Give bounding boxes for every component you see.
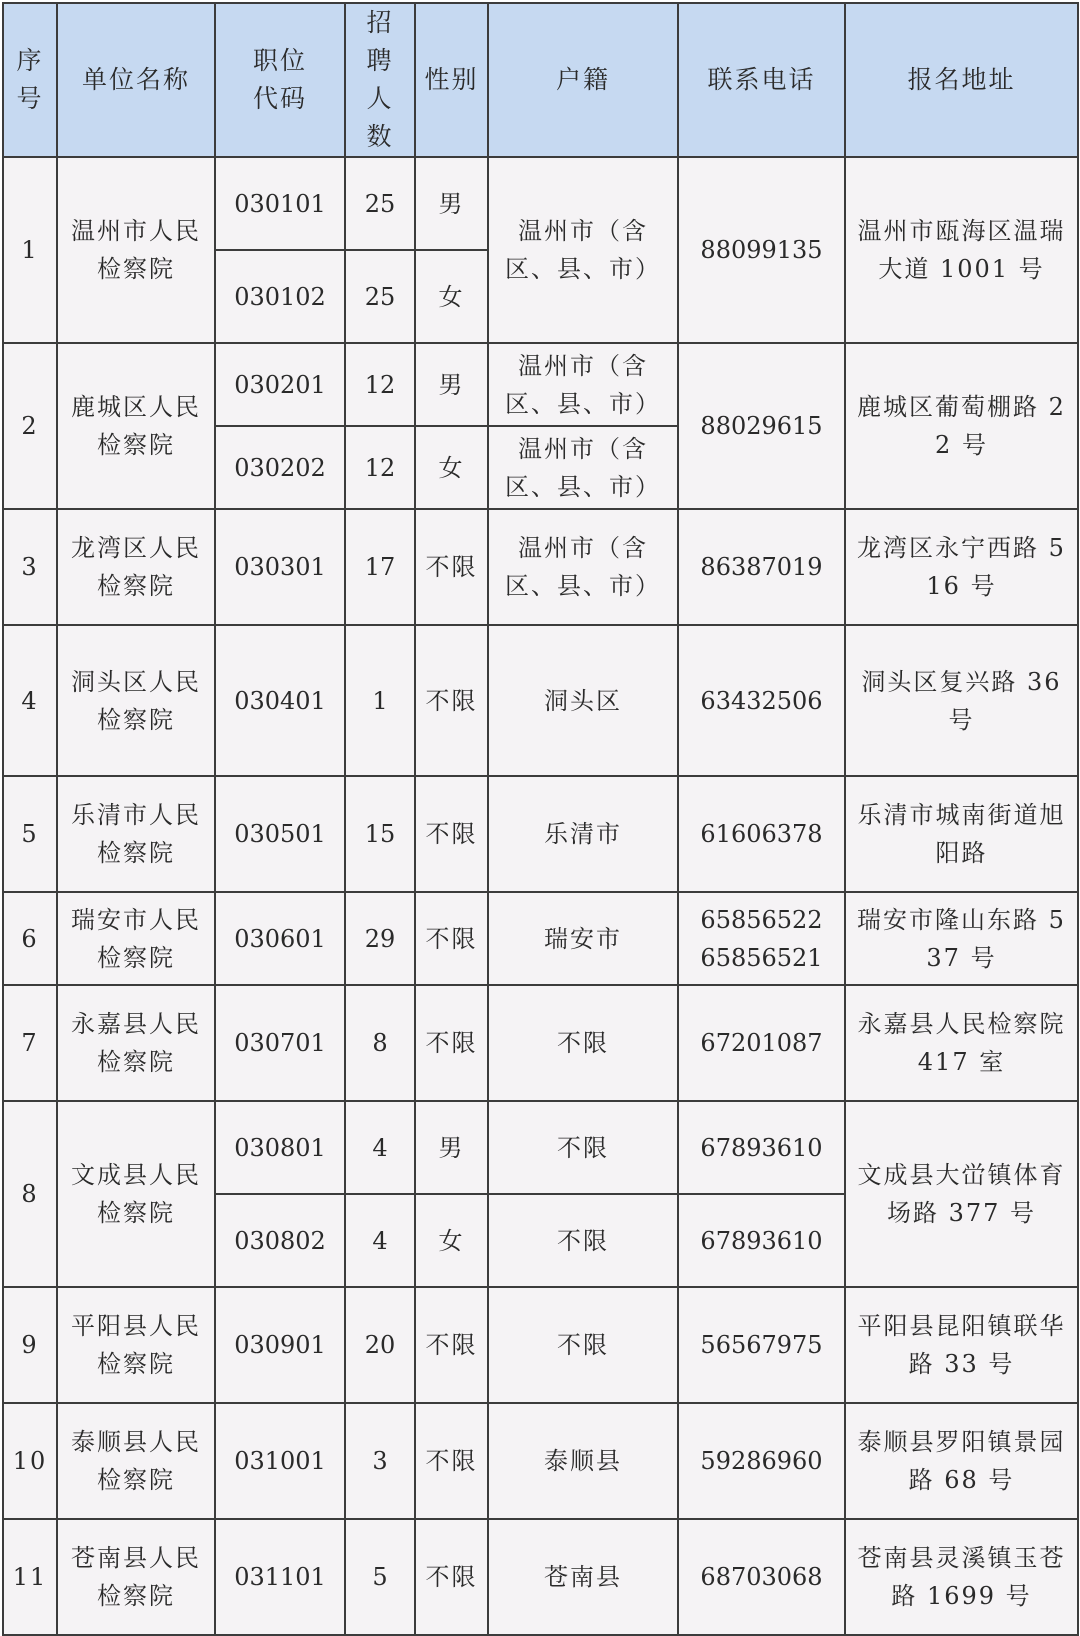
cell-code: 030101 (215, 157, 345, 250)
cell-code: 030802 (215, 1194, 345, 1287)
cell-residence: 温州市（含区、县、市） (488, 157, 678, 343)
cell-phone: 61606378 (678, 776, 845, 892)
cell-seq: 1 (3, 157, 57, 343)
cell-residence: 不限 (488, 1101, 678, 1194)
cell-address: 乐清市城南街道旭阳路 (845, 776, 1078, 892)
cell-residence: 洞头区 (488, 625, 678, 776)
table-row (3, 1519, 1078, 1635)
cell-gender: 不限 (415, 509, 488, 625)
cell-seq: 4 (3, 625, 57, 776)
cell-unit: 永嘉县人民检察院 (57, 985, 215, 1101)
header-address: 报名地址 (845, 3, 1078, 157)
cell-count: 8 (345, 985, 415, 1101)
cell-count: 4 (345, 1101, 415, 1194)
cell-gender: 女 (415, 426, 488, 509)
cell-phone: 63432506 (678, 625, 845, 776)
cell-seq: 2 (3, 343, 57, 509)
cell-address: 鹿城区葡萄棚路 22 号 (845, 343, 1078, 509)
header-count: 招聘人数 (345, 3, 415, 157)
cell-residence: 乐清市 (488, 776, 678, 892)
table-row (3, 157, 1078, 250)
cell-gender: 不限 (415, 1519, 488, 1635)
table-row (3, 1403, 1078, 1519)
header-gender: 性别 (415, 3, 488, 157)
table-row (3, 343, 1078, 426)
cell-unit: 洞头区人民检察院 (57, 625, 215, 776)
cell-phone: 68703068 (678, 1519, 845, 1635)
cell-phone: 59286960 (678, 1403, 845, 1519)
cell-address: 瑞安市隆山东路 537 号 (845, 892, 1078, 985)
cell-residence: 泰顺县 (488, 1403, 678, 1519)
cell-residence: 不限 (488, 985, 678, 1101)
header-row (3, 3, 1078, 157)
cell-unit: 鹿城区人民检察院 (57, 343, 215, 509)
cell-seq: 6 (3, 892, 57, 985)
cell-unit: 苍南县人民检察院 (57, 1519, 215, 1635)
cell-seq: 9 (3, 1287, 57, 1403)
cell-gender: 女 (415, 1194, 488, 1287)
cell-address: 平阳县昆阳镇联华路 33 号 (845, 1287, 1078, 1403)
cell-count: 29 (345, 892, 415, 985)
cell-residence: 苍南县 (488, 1519, 678, 1635)
cell-residence: 不限 (488, 1194, 678, 1287)
cell-unit: 平阳县人民检察院 (57, 1287, 215, 1403)
cell-residence: 温州市（含区、县、市） (488, 426, 678, 509)
cell-gender: 不限 (415, 625, 488, 776)
table-row (3, 1101, 1078, 1194)
cell-code: 030102 (215, 250, 345, 343)
cell-count: 20 (345, 1287, 415, 1403)
cell-code: 030601 (215, 892, 345, 985)
cell-count: 1 (345, 625, 415, 776)
table-row (3, 509, 1078, 625)
cell-gender: 不限 (415, 985, 488, 1101)
cell-code: 031001 (215, 1403, 345, 1519)
cell-phone: 88029615 (678, 343, 845, 509)
cell-gender: 男 (415, 157, 488, 250)
cell-count: 5 (345, 1519, 415, 1635)
cell-residence: 温州市（含区、县、市） (488, 343, 678, 426)
cell-count: 4 (345, 1194, 415, 1287)
cell-seq: 3 (3, 509, 57, 625)
header-code: 职位代码 (215, 3, 345, 157)
cell-phone: 67201087 (678, 985, 845, 1101)
table-row (3, 776, 1078, 892)
cell-gender: 不限 (415, 776, 488, 892)
cell-code: 030401 (215, 625, 345, 776)
phone-line-1: 65856522 (700, 905, 823, 934)
cell-gender: 女 (415, 250, 488, 343)
header-unit: 单位名称 (57, 3, 215, 157)
cell-code: 030301 (215, 509, 345, 625)
cell-unit: 龙湾区人民检察院 (57, 509, 215, 625)
cell-code: 030201 (215, 343, 345, 426)
header-residence: 户籍 (488, 3, 678, 157)
recruitment-table (2, 2, 1079, 1636)
cell-gender: 不限 (415, 892, 488, 985)
cell-unit: 泰顺县人民检察院 (57, 1403, 215, 1519)
cell-count: 17 (345, 509, 415, 625)
cell-count: 25 (345, 250, 415, 343)
cell-seq: 11 (3, 1519, 57, 1635)
cell-gender: 男 (415, 1101, 488, 1194)
cell-code: 030901 (215, 1287, 345, 1403)
cell-count: 3 (345, 1403, 415, 1519)
cell-address: 苍南县灵溪镇玉苍路 1699 号 (845, 1519, 1078, 1635)
cell-phone: 56567975 (678, 1287, 845, 1403)
cell-gender: 不限 (415, 1403, 488, 1519)
cell-seq: 7 (3, 985, 57, 1101)
cell-code: 031101 (215, 1519, 345, 1635)
cell-address: 泰顺县罗阳镇景园路 68 号 (845, 1403, 1078, 1519)
table-row (3, 892, 1078, 985)
cell-seq: 10 (3, 1403, 57, 1519)
cell-phone: 88099135 (678, 157, 845, 343)
cell-seq: 8 (3, 1101, 57, 1287)
cell-count: 25 (345, 157, 415, 250)
cell-gender: 不限 (415, 1287, 488, 1403)
cell-address: 永嘉县人民检察院 417 室 (845, 985, 1078, 1101)
cell-phone: 86387019 (678, 509, 845, 625)
cell-phone: 67893610 (678, 1101, 845, 1194)
table-row (3, 985, 1078, 1101)
cell-unit: 瑞安市人民检察院 (57, 892, 215, 985)
cell-code: 030801 (215, 1101, 345, 1194)
cell-code: 030501 (215, 776, 345, 892)
table-row (3, 1287, 1078, 1403)
cell-residence: 温州市（含区、县、市） (488, 509, 678, 625)
cell-code: 030701 (215, 985, 345, 1101)
cell-seq: 5 (3, 776, 57, 892)
cell-count: 15 (345, 776, 415, 892)
cell-unit: 温州市人民检察院 (57, 157, 215, 343)
cell-address: 温州市瓯海区温瑞大道 1001 号 (845, 157, 1078, 343)
cell-address: 文成县大峃镇体育场路 377 号 (845, 1101, 1078, 1287)
cell-residence: 不限 (488, 1287, 678, 1403)
cell-address: 龙湾区永宁西路 516 号 (845, 509, 1078, 625)
header-phone: 联系电话 (678, 3, 845, 157)
recruitment-table-wrapper (2, 2, 1079, 1636)
cell-count: 12 (345, 343, 415, 426)
cell-residence: 瑞安市 (488, 892, 678, 985)
cell-address: 洞头区复兴路 36 号 (845, 625, 1078, 776)
cell-unit: 乐清市人民检察院 (57, 776, 215, 892)
cell-gender: 男 (415, 343, 488, 426)
header-seq: 序号 (3, 3, 57, 157)
cell-code: 030202 (215, 426, 345, 509)
cell-count: 12 (345, 426, 415, 509)
table-row (3, 625, 1078, 776)
cell-unit: 文成县人民检察院 (57, 1101, 215, 1287)
phone-line-2: 65856521 (700, 943, 823, 972)
cell-phone: 67893610 (678, 1194, 845, 1287)
cell-phone (678, 892, 845, 985)
